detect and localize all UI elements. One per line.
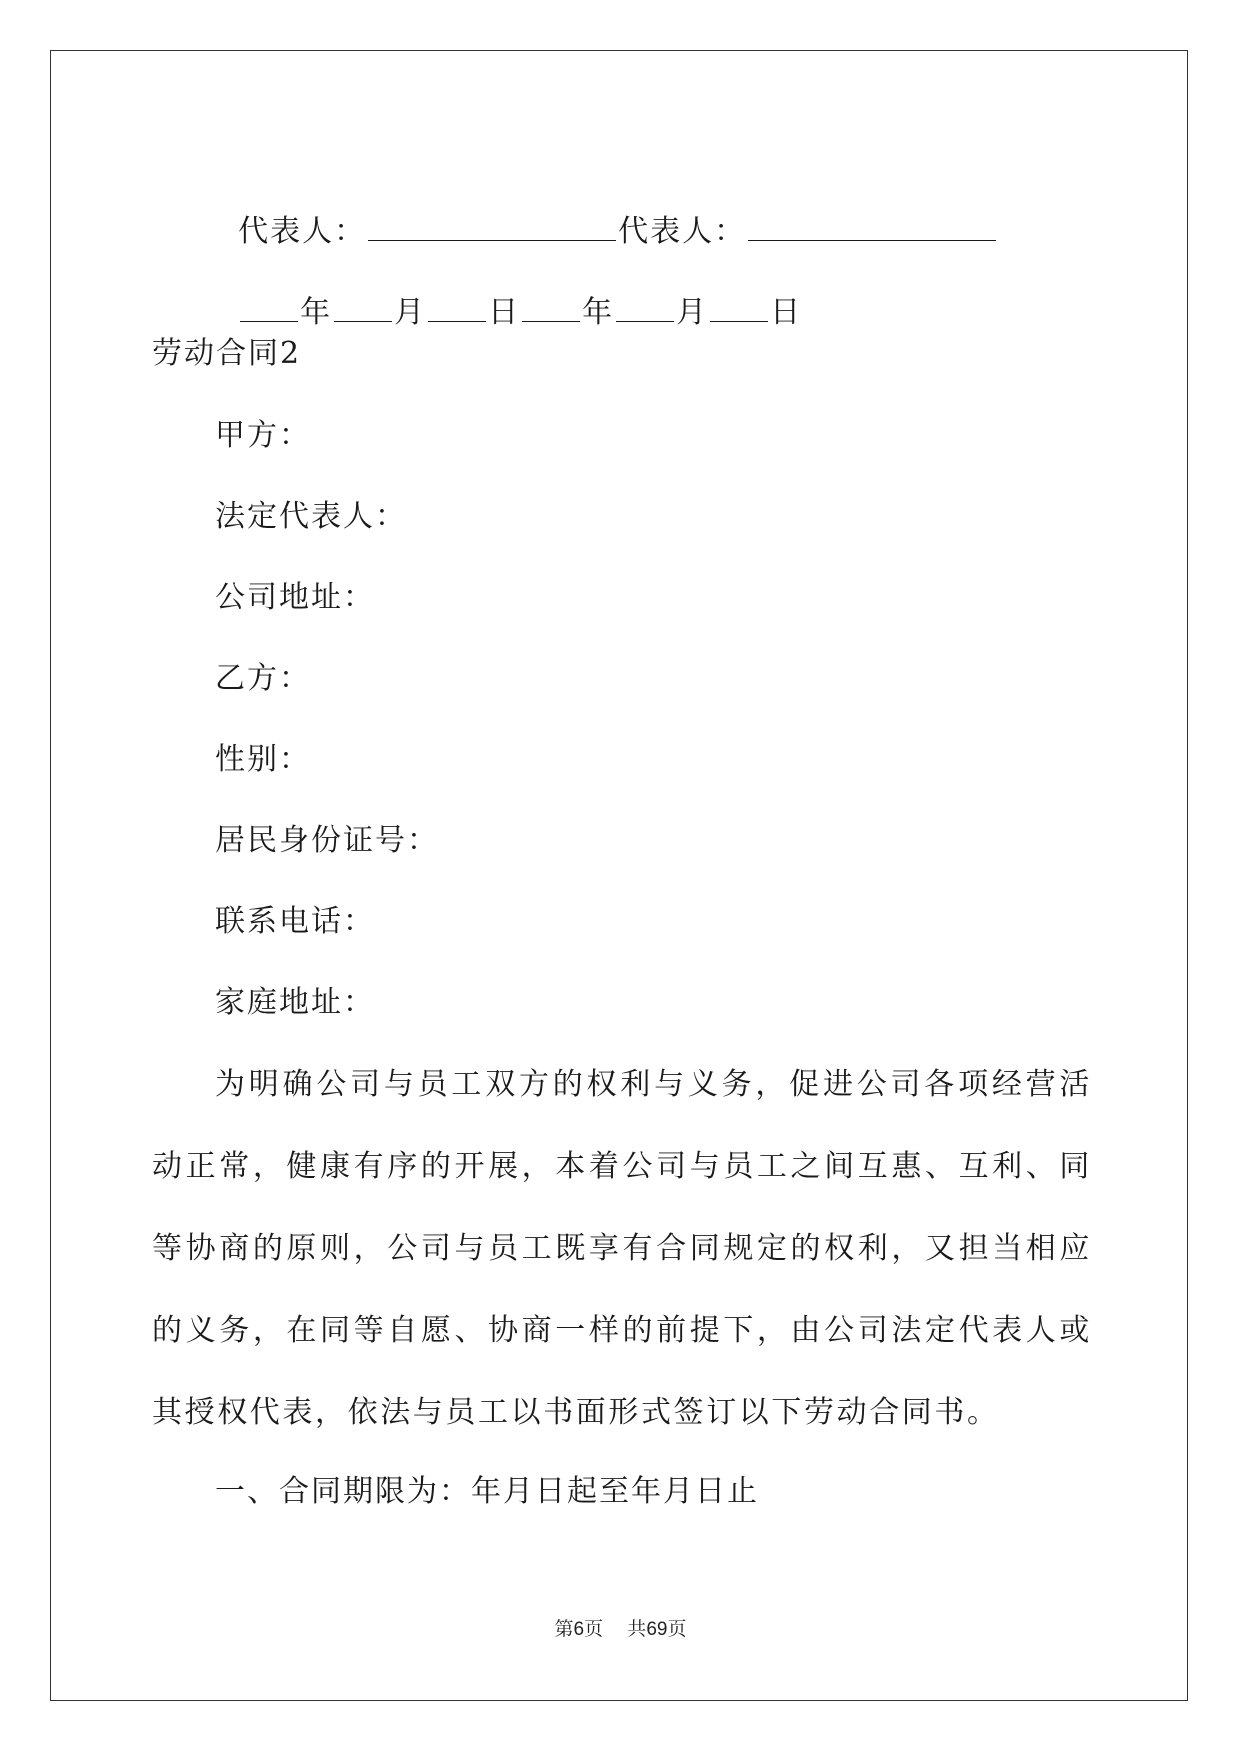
footer-page-prefix: 第 [554,1618,574,1640]
page-footer [0,1617,1241,1642]
footer-page-suffix: 页 [584,1618,604,1640]
year-label-1: 年 [300,295,333,330]
representative-label-2: 代表人： [618,214,747,249]
footer-total-pages: 69 [646,1619,668,1640]
representative-label-1: 代表人： [238,214,367,249]
day-label-1: 日 [488,295,521,330]
month-label-1: 月 [394,295,427,330]
intro-paragraph: 为明确公司与员工双方的权利与义务，促进公司各项经营活动正常，健康有序的开展，本着公司与员工之间互惠、互利、同等协商的原则，公司与员工既享有合同规定的权利，又担当相应的义务，在同等自愿、协商一样的前提下，由公司法定代表人或其授权代表，依法与员工以书面形式签订以下劳动合同书。 [152,1067,1092,1430]
day-label-2: 日 [770,295,803,330]
year-blank-2 [522,295,580,322]
section-title: 劳动合同2 [152,336,302,371]
field-company-address: 公司地址： [215,580,375,615]
day-blank-1 [428,295,486,322]
field-party-b: 乙方： [215,661,311,696]
representative-blank-2 [748,214,996,241]
field-party-a: 甲方： [215,418,311,453]
year-blank-1 [240,295,298,322]
month-blank-1 [334,295,392,322]
footer-total-suffix: 页 [667,1618,687,1640]
year-label-2: 年 [582,295,615,330]
month-blank-2 [616,295,674,322]
day-blank-2 [710,295,768,322]
signature-line [215,172,998,252]
field-home-address: 家庭地址： [215,985,375,1020]
field-phone: 联系电话： [215,904,375,939]
field-legal-representative: 法定代表人： [215,499,407,534]
footer-total-prefix: 共 [627,1618,647,1640]
month-label-2: 月 [676,295,709,330]
footer-page-number: 6 [573,1619,585,1640]
field-id-number: 居民身份证号： [215,823,439,858]
clause-contract-term: 一、合同期限为：年月日起至年月日止 [215,1474,759,1509]
date-line [215,253,802,333]
field-gender: 性别： [215,742,311,777]
representative-blank-1 [368,214,616,241]
